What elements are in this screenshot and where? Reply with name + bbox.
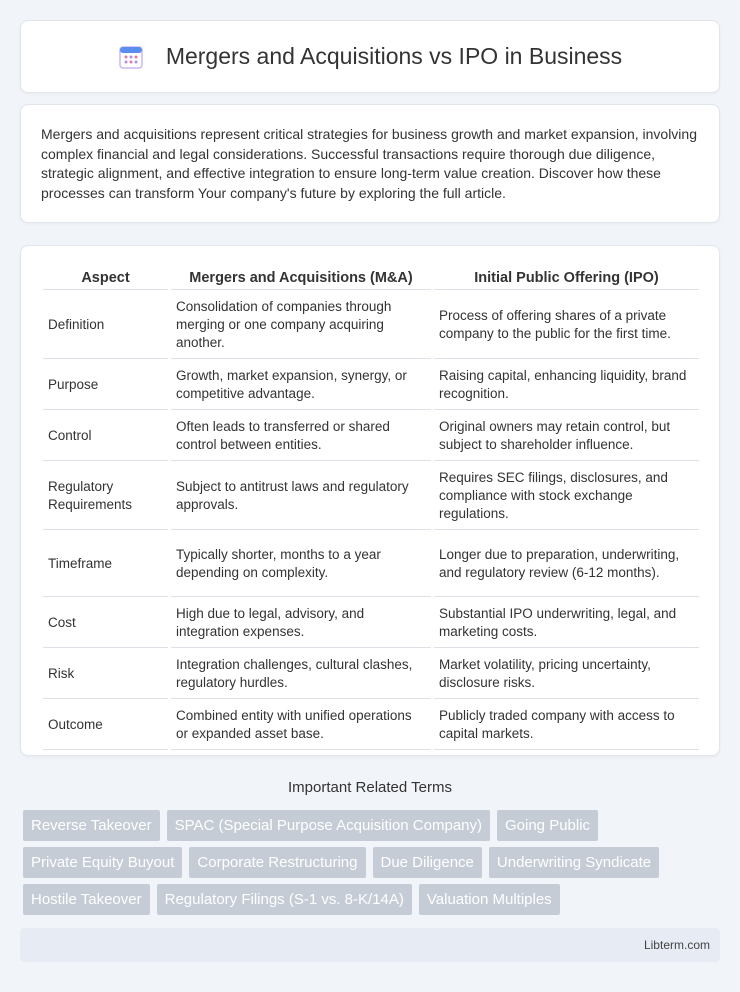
tag-reverse-takeover[interactable]: Reverse Takeover (23, 810, 160, 841)
row-ma: Typically shorter, months to a year depending on complexity. (171, 532, 431, 597)
intro-paragraph: Mergers and acquisitions represent critical strategies for business growth and market expansion, involving complex financial and legal considerations. Successful transactions require thorough due diligence, strategic alignment, and effective integration to ensure long-term value creation. Discover how these processes can transform Your company's future by exploring the full article. (41, 126, 697, 201)
row-aspect: Definition (43, 292, 168, 359)
header-aspect: Aspect (43, 266, 168, 290)
table-row (43, 292, 699, 359)
title-wrap (118, 43, 622, 70)
footer-site-link[interactable]: Libterm.com (643, 938, 710, 952)
table-header-row (43, 266, 699, 290)
tag-spac[interactable]: SPAC (Special Purpose Acquisition Company) (167, 810, 490, 841)
row-ma: Integration challenges, cultural clashes, regulatory hurdles. (171, 650, 431, 699)
tag-row (23, 847, 723, 878)
row-ipo: Longer due to preparation, underwriting, and regulatory review (6-12 months). (434, 532, 699, 597)
table-row (43, 532, 699, 597)
row-ma: High due to legal, advisory, and integration expenses. (171, 599, 431, 648)
row-ma: Often leads to transferred or shared control between entities. (171, 412, 431, 461)
intro-card (20, 104, 720, 223)
row-ma: Consolidation of companies through merging or one company acquiring another. (171, 292, 431, 359)
row-ipo: Publicly traded company with access to capital markets. (434, 701, 699, 750)
tag-regulatory-filings[interactable]: Regulatory Filings (S-1 vs. 8-K/14A) (157, 884, 412, 915)
tag-corporate-restructuring[interactable]: Corporate Restructuring (189, 847, 365, 878)
calendar-icon (118, 44, 144, 70)
row-ma: Combined entity with unified operations or expanded asset base. (171, 701, 431, 750)
tag-due-diligence[interactable]: Due Diligence (373, 847, 482, 878)
row-aspect: Cost (43, 599, 168, 648)
row-ma: Growth, market expansion, synergy, or competitive advantage. (171, 361, 431, 410)
row-ipo: Requires SEC filings, disclosures, and compliance with stock exchange regulations. (434, 463, 699, 530)
tag-row (23, 884, 723, 915)
table-row (43, 599, 699, 648)
page-title: Mergers and Acquisitions vs IPO in Business (165, 43, 623, 69)
comparison-table (40, 264, 702, 752)
row-aspect: Timeframe (43, 532, 168, 597)
row-ipo: Raising capital, enhancing liquidity, brand recognition. (434, 361, 699, 410)
tag-going-public[interactable]: Going Public (497, 810, 598, 841)
related-terms-title: Important Related Terms (288, 779, 452, 796)
row-ipo: Substantial IPO underwriting, legal, and marketing costs. (434, 599, 699, 648)
table-row (43, 650, 699, 699)
row-aspect: Control (43, 412, 168, 461)
row-aspect: Risk (43, 650, 168, 699)
table-row (43, 701, 699, 750)
table-row (43, 412, 699, 461)
table-row (43, 463, 699, 530)
row-ipo: Process of offering shares of a private company to the public for the first time. (434, 292, 699, 359)
row-aspect: Purpose (43, 361, 168, 410)
tag-underwriting-syndicate[interactable]: Underwriting Syndicate (489, 847, 659, 878)
title-card (20, 20, 720, 93)
related-terms-tags (23, 810, 723, 921)
comparison-card (20, 245, 720, 756)
tag-hostile-takeover[interactable]: Hostile Takeover (23, 884, 150, 915)
row-ipo: Original owners may retain control, but subject to shareholder influence. (434, 412, 699, 461)
tag-private-equity-buyout[interactable]: Private Equity Buyout (23, 847, 182, 878)
tag-row (23, 810, 723, 841)
row-ma: Subject to antitrust laws and regulatory approvals. (171, 463, 431, 530)
table-row (43, 361, 699, 410)
row-aspect: Outcome (43, 701, 168, 750)
tag-valuation-multiples[interactable]: Valuation Multiples (419, 884, 560, 915)
footer (20, 928, 720, 962)
row-aspect: Regulatory Requirements (43, 463, 168, 530)
header-ipo: Initial Public Offering (IPO) (434, 266, 699, 290)
header-ma: Mergers and Acquisitions (M&A) (171, 266, 431, 290)
row-ipo: Market volatility, pricing uncertainty, disclosure risks. (434, 650, 699, 699)
